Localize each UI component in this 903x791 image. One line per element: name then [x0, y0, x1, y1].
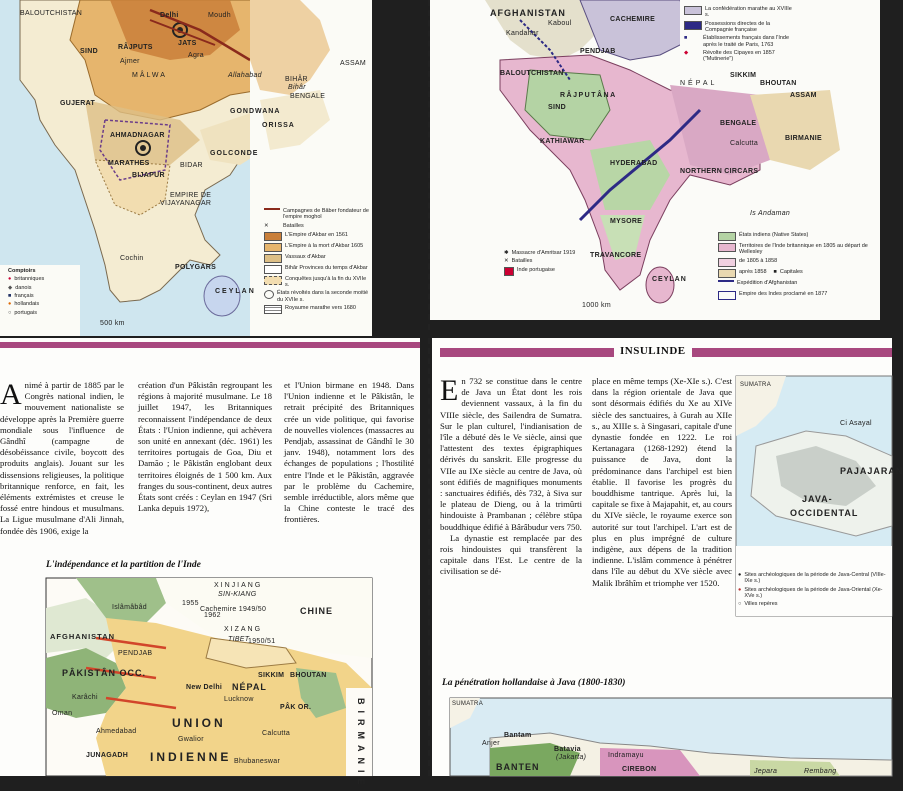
map-label: ORISSA: [262, 122, 295, 129]
map-label: SIKKIM: [258, 672, 285, 679]
section-title: INSULINDE: [614, 345, 692, 357]
map-label: INDIENNE: [150, 750, 232, 764]
map-label: Lucknow: [224, 696, 254, 703]
map-label: Batavia: [554, 746, 582, 753]
map-label: AHMADNAGAR: [110, 132, 165, 139]
map-label: BIRMANIE: [356, 698, 366, 791]
map-label: New Delhi: [186, 684, 223, 691]
cut-line: [428, 338, 430, 776]
map-label: JUNAGADH: [86, 752, 129, 759]
map-label: NÉPAL: [680, 80, 718, 87]
bottom-left-page: [0, 338, 420, 791]
map-label: Islâmâbâd: [112, 604, 147, 611]
map-label: RÂJPUTS: [118, 44, 153, 51]
map-label: BALOUTCHISTAN: [20, 10, 83, 17]
map-label: Agra: [188, 52, 204, 59]
drop-cap: A: [0, 378, 22, 411]
map-label: XINJIANG: [214, 582, 263, 589]
map-label: Kaboul: [548, 20, 572, 27]
british-legend-top: La confédération marathe au XVIIIe s. Possessions directes de la Compagnie française ■ Établissements français dans l'Inde après le traité de Paris, 1763 ◆ Révolte des Cipayes en 1857 ("Mutinerie"): [684, 6, 792, 63]
map-label: MARATHES: [108, 160, 150, 167]
map-label: OCCIDENTAL: [790, 508, 859, 518]
map-label: Karâchi: [72, 694, 98, 701]
map-label: NÉPAL: [232, 682, 267, 692]
map-label: RÂJPUTÂNA: [560, 92, 617, 99]
map-label: SIKKIM: [730, 72, 757, 79]
text-column-2: place en même temps (Xe-XIe s.). C'est dans la région orientale de Java que sont désormais édifiés du Xe au XIVe siècle des sanctuaires, à Gurah au XIIe s., au XIIIe s. à Singasari, capitale d'une dynastie fondée en 1222. Le roi Kertanagara (1268-1292) étend la puissance de Java, dont la prédominance dans l'archipel est bien établie. Il favorise les progrès du bouddhisme tantrique. Après lui, la capitale se fixe à Majapahit, et, au cours du XIVe siècle, le royaume exerce son autorité sur tout l'archipel. L'art est de plus en plus imprégné de culture indigène, aux dépens de la tradition indienne. L'islâm commence à pénétrer dans l'île au début du XVe siècle avec Malik Ibrâhîm et triomphe ver 1520.: [592, 376, 732, 588]
map-label: BALOUTCHISTAN: [500, 70, 564, 77]
map-label: Kandahar: [506, 30, 539, 37]
map-label: JAVA-: [802, 494, 833, 504]
map-label: CHINE: [300, 606, 334, 616]
map-label: PÂKISTÂN OCC.: [62, 668, 147, 678]
map-label: XIZANG: [224, 626, 263, 633]
map-label: GUJERAT: [60, 100, 96, 107]
top-rule: [0, 342, 420, 348]
map-label: Calcutta: [730, 140, 759, 147]
map-label: AFGHANISTAN: [50, 632, 116, 641]
map-label: Allahabad: [228, 72, 262, 79]
map-label: Cachemire 1949/50: [200, 606, 267, 613]
map-label: POLYGARS: [175, 264, 217, 271]
map-label: Rembang: [804, 768, 837, 775]
map-label: BHOUTAN: [290, 672, 327, 679]
map-label: CEYLAN: [652, 276, 687, 283]
map-label: KATHIAWAR: [540, 138, 585, 145]
text-column-2: création d'un Pâkistân regroupant les régions à majorité musulmane. Le 18 juillet 1947, les Britanniques reconnaissent l'indépendance de deux États : l'Union indienne, qui achèvera son unité en annexant (déc. 1961) les territoires portugais de Goa, Diu et Damão ; le Pâkistân englobant deux territoires éloignés de 1 500 km. Aux franges du sous-continent, deux autres États sont créés : Ceylan en 1947 (Sri Lanka depuis 1972),: [138, 380, 272, 514]
map-label: Calcutta: [262, 730, 291, 737]
top-right-page: [430, 0, 880, 320]
java-legend: ● Sites archéologiques de la période de Java-Central (VIIIe-IXe s.) ● Sites archéologiques de la période de Java-Oriental (Xe-XVe s.) ○ Villes repères: [738, 572, 886, 608]
british-legend-bottom: États indiens (Native States) Territoires de l'Inde britannique en 1805 au départ de Wellesley de 1805 à 1858 après 1858 ■ Capitales Expédition d'Afghanistan Empire des Indes proclamé en 1877: [718, 232, 878, 302]
map-label: Cochin: [120, 255, 144, 262]
map-label: BENGALE: [720, 120, 757, 127]
map-label: BENGALE: [290, 93, 326, 100]
map-label: PENDJAB: [118, 650, 153, 657]
map-label: SUMATRA: [452, 701, 483, 707]
map-label: PÂK OR.: [280, 704, 312, 711]
map-label: AFGHANISTAN: [490, 8, 566, 18]
text-column-3: et l'Union birmane en 1948. Dans l'Union indienne et le Pâkistân, le retrait précipité des Britanniques crée un vide politique, qui favorise de nouvelles violences (massacres au Pendjab, assassinat de Gândhî le 30 janv. 1948), notamment lors des échanges de populations ; l'hostilité entre l'Inde et le Pâkistân, aggravée par le problème du Cachemire, semble irréductible, alors même que la Chine conteste le tracé des frontières.: [284, 380, 414, 525]
map-label: Bhubaneswar: [234, 758, 281, 765]
map-label: NORTHERN CIRCARS: [680, 168, 759, 175]
map-label: Ajmer: [120, 58, 140, 65]
map-label: Delhi: [160, 12, 179, 19]
top-left-page: [0, 0, 372, 336]
map-label: Ci Asayal: [840, 420, 872, 427]
map-label: Bantam: [504, 732, 532, 739]
map-label: 1955: [182, 600, 199, 607]
map-label: CEYLAN: [215, 288, 256, 295]
map-label: BIJAPUR: [132, 172, 165, 179]
map-label: HYDERABAD: [610, 160, 658, 167]
map-label: BIDAR: [180, 162, 203, 169]
comptoirs-legend: Comptoirs ● britanniques ◆ danois ■ français ● hollandais ○ portugais: [8, 268, 45, 316]
map-label: Jepara: [754, 768, 778, 775]
map-label: 1950/51: [248, 638, 276, 645]
map-label: VIJAYANAGAR: [160, 200, 212, 207]
map-label: 1962: [204, 612, 221, 619]
mughal-legend: Campagnes de Bâber fondateur de l'empire moghol ✕ Batailles L'Empire d'Akbar en 1561 L'Empire à la mort d'Akbar 1605 Vassaux d'Akbar Bihâr Provinces du temps d'Akbar Conquêtes jusqu'à la fin du XVIIe s. États révoltés dans la seconde moitié du XVIIe s. Royaume marathe vers 1680: [264, 208, 370, 316]
map-label: SUMATRA: [740, 382, 771, 388]
map-label: SIND: [548, 104, 566, 111]
bottom-right-page: [432, 338, 903, 776]
scale-bar: 500 km: [100, 320, 125, 327]
map-label: BHOUTAN: [760, 80, 797, 87]
map-label: EMPIRE DE: [170, 192, 212, 199]
map-label: PAJAJARAN: [840, 466, 903, 476]
map-label: Moudh: [208, 12, 231, 19]
map-caption: L'indépendance et la partition de l'Inde: [46, 560, 201, 570]
map-label: TRAVANCORE: [590, 252, 642, 259]
map-label: CIREBON: [622, 766, 657, 773]
map-caption: La pénétration hollandaise à Java (1800-1830): [442, 678, 626, 688]
map-label: ASSAM: [340, 60, 367, 67]
map-label: ASSAM: [790, 92, 817, 99]
map-label: Anjer: [482, 740, 500, 747]
map-label: Bihâr: [288, 84, 306, 91]
map-label: Is Andaman: [750, 210, 791, 217]
map-label: PENDJAB: [580, 48, 616, 55]
map-label: BIRMANIE: [785, 135, 823, 142]
british-legend-left: ✱ Massacre d'Amritsar 1919 ✕ Batailles Inde portugaise: [504, 250, 594, 278]
map-label: UNION: [172, 716, 226, 730]
map-label: SIN-KIANG: [218, 591, 257, 598]
map-label: GOLCONDE: [210, 150, 259, 157]
map-label: Gwalior: [178, 736, 204, 743]
map-label: SIND: [80, 48, 98, 55]
map-label: MÂLWA: [132, 72, 167, 79]
scale-bar: 1000 km: [582, 302, 611, 309]
map-label: TIBET: [228, 636, 250, 643]
drop-cap: E: [440, 374, 459, 407]
map-label: GONDWANA: [230, 108, 281, 115]
map-label: Ahmedabad: [96, 728, 137, 735]
map-label: JATS: [178, 40, 197, 47]
map-label: BANTEN: [496, 762, 540, 772]
text-column-1: Animé à partir de 1885 par le Congrès national indien, le mouvement nationaliste se développe après la Première guerre mondiale sous l'influence de Gândhî (campagne de désobéissance civile, boycott des produits anglais). Jouant sur les dissensions religieuses, la politique britannique renforce, en fait, les éléments extrémistes et creuse le fossé entre hindous et musulmans. La Ligue musulmane d'Ali Jinnah, fondée dès 1906, exige la: [0, 378, 124, 536]
map-label: (Jakarta): [556, 754, 587, 761]
map-label: Oman: [52, 710, 73, 717]
text-column-1: En 732 se constitue dans le centre de Java un État dont les rois deviennent vassaux, à la fin du VIIIe siècle, des Sailendra de Sumatra. Sur le plan culturel, l'indianisation de l'île a débuté dès le Ve siècle, ainsi que l'attestent des textes épigraphiques dérivés du sanskrit. Elle progresse du VIIe au IXe siècle au centre de Java, où sont édifiés de magnifiques monuments : sanctuaires édifiés, dès 732, à Siva sur le plateau de Dieng, ou à la trimûrti hindouiste à Prambanan ; célèbre stûpa bouddhique édifié à Bârâbudur vers 750. La dynastie est remplacée par des rois hindouistes qui transfèrent la capitale dans l'Est. Le centre de la civilisation se dé-: [440, 374, 582, 577]
map-label: CACHEMIRE: [610, 16, 656, 23]
map-label: BIHÂR: [285, 76, 308, 83]
map-label: MYSORE: [610, 218, 643, 225]
map-label: Indramayu: [608, 752, 644, 759]
